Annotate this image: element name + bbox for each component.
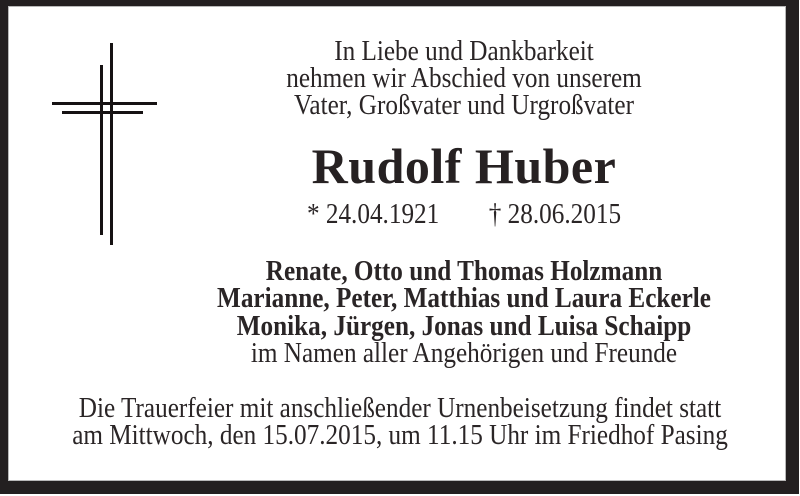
funeral-info (40, 395, 760, 449)
frame-border-right (786, 0, 799, 494)
mourners-note: im Namen aller Angehörigen und Freunde (250, 338, 678, 370)
birth-date: * 24.04.1921 (306, 199, 440, 230)
intro-line: nehmen wir Abschied von unserem (286, 63, 642, 94)
frame-border-left (0, 0, 8, 494)
cross-horizontal-line-long (52, 102, 157, 105)
funeral-line: am Mittwoch, den 15.07.2015, um 11.15 Uhr im Friedhof Pasing (72, 420, 728, 451)
cross-horizontal-line-short (62, 111, 143, 114)
intro-text (181, 38, 748, 119)
deceased-name: Rudolf Huber (311, 138, 617, 194)
mourners-text (181, 258, 748, 368)
death-date: † 28.06.2015 (488, 199, 622, 230)
funeral-line: Die Trauerfeier mit anschließender Urnenbeisetzung findet statt (78, 393, 722, 424)
mourner-line: Renate, Otto und Thomas Holzmann (265, 256, 663, 287)
dates-row (181, 201, 748, 228)
cross-vertical-line-long (110, 43, 113, 245)
mourner-line: Marianne, Peter, Matthias und Laura Eckerle (217, 283, 711, 315)
intro-line: Vater, Großvater und Urgroßvater (293, 90, 635, 121)
intro-line: In Liebe und Dankbarkeit (334, 36, 594, 67)
cross-vertical-line-short (100, 65, 103, 235)
frame-border-bottom (0, 481, 799, 494)
mourner-line: Monika, Jürgen, Jonas und Luisa Schaipp (236, 310, 692, 342)
